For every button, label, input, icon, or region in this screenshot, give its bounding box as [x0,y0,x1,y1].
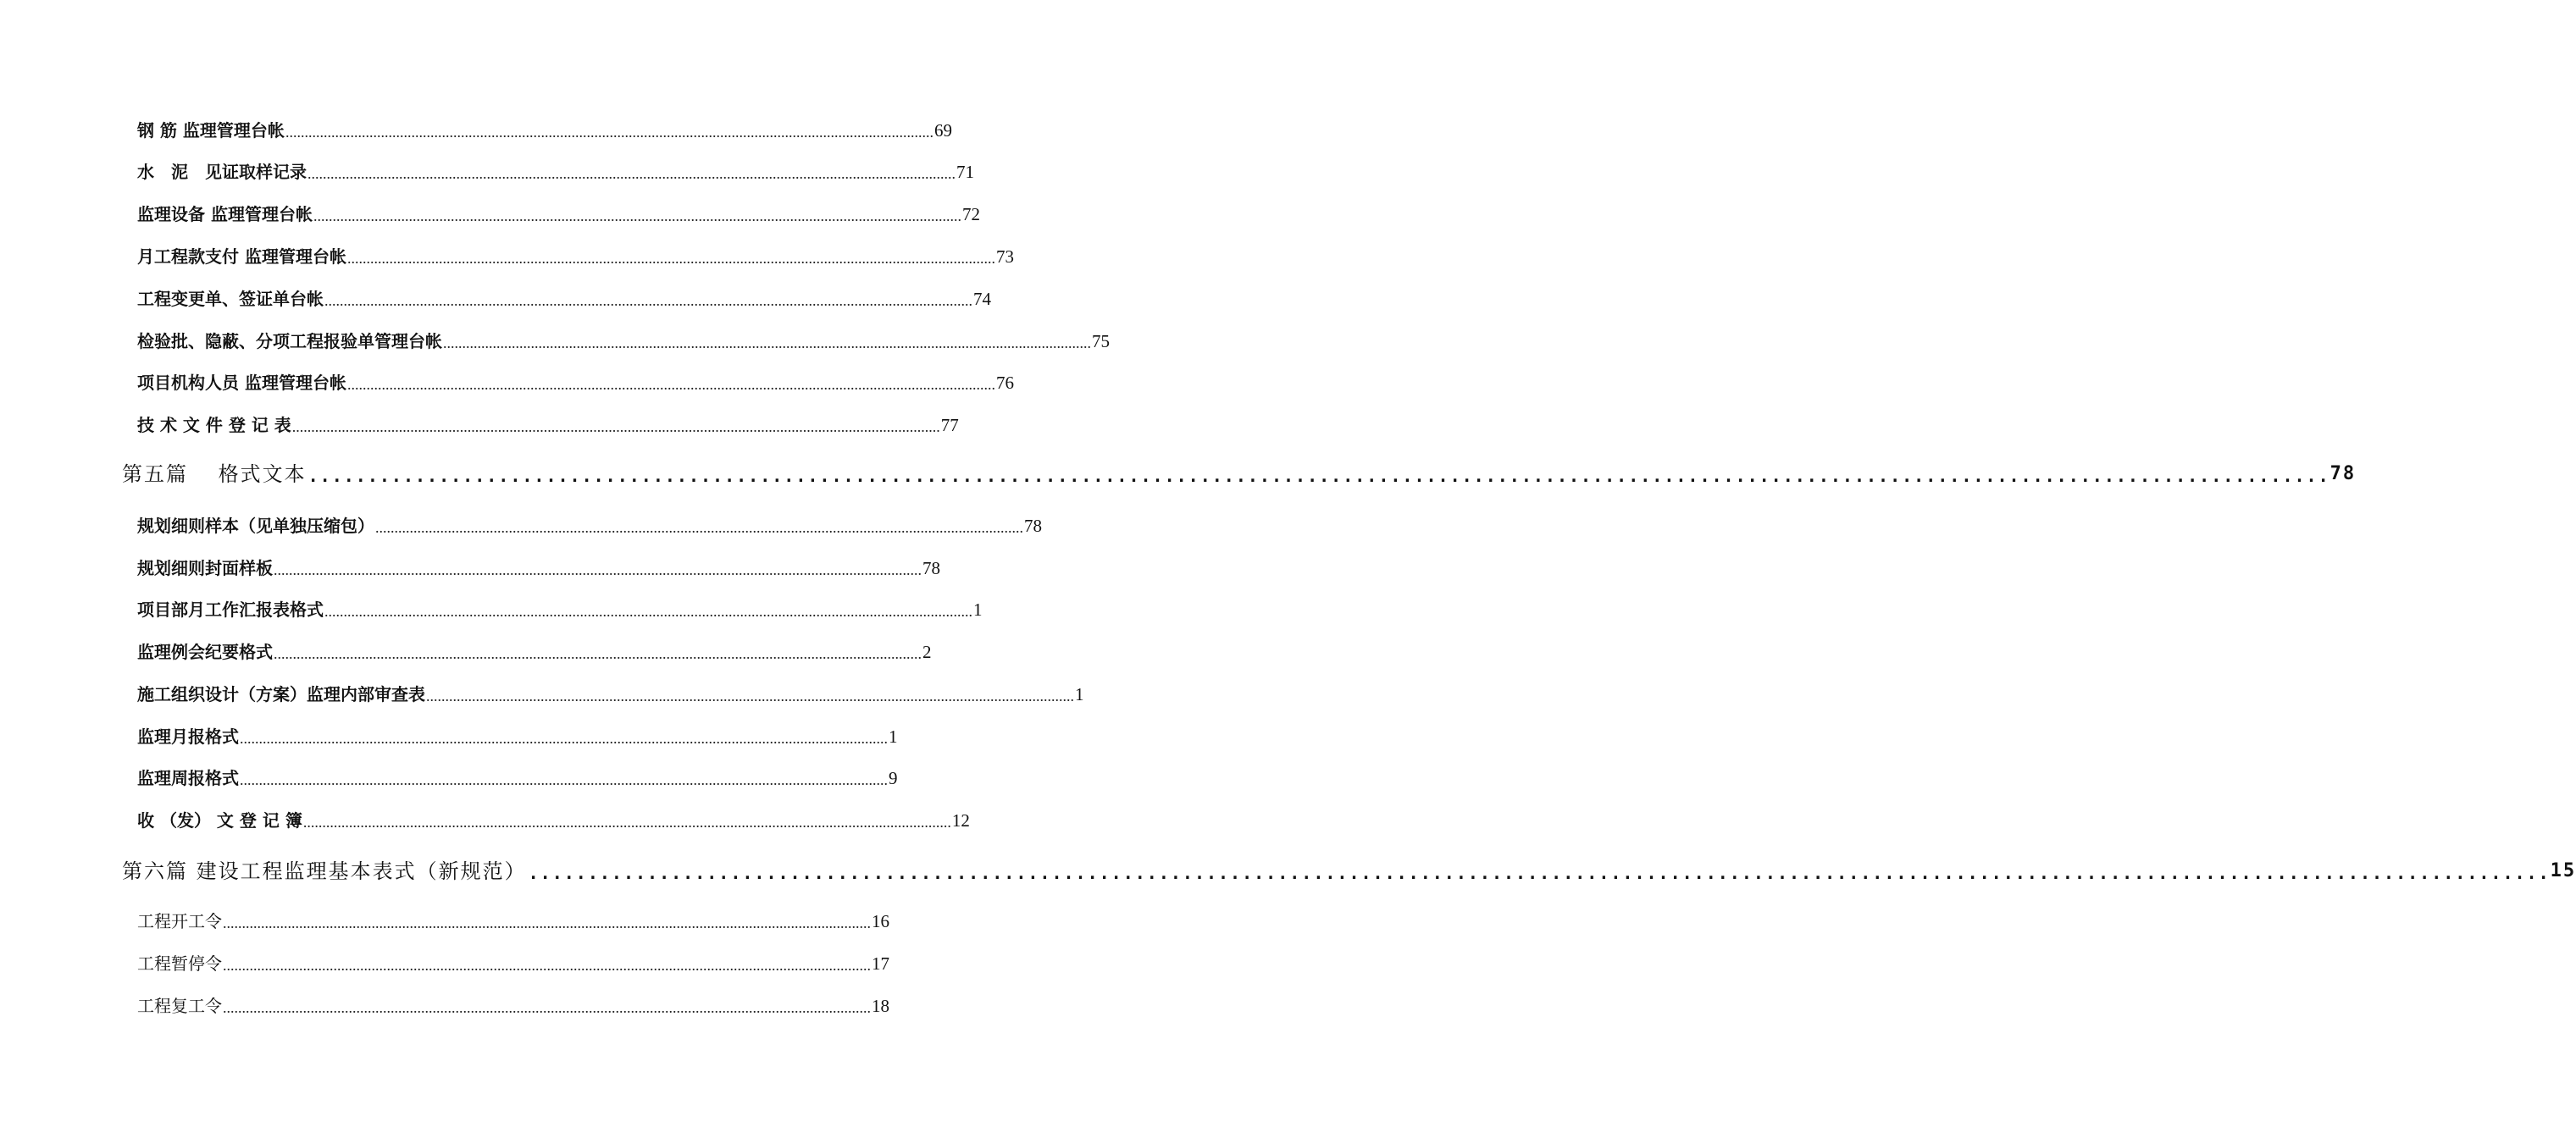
toc-section-part-five[interactable] [122,456,2357,487]
toc-leader-dots: .......................................................................................................................................................................... [426,688,1074,704]
toc-entry-technical-docs-register[interactable] [137,409,959,436]
toc-entry-equipment-ledger[interactable] [137,198,980,225]
toc-page-number: 74 [973,289,991,309]
toc-leader-dots: .......................................................................................................................................................................... [223,999,871,1016]
toc-leader-dots: .......................................................................................................................................................................... [307,466,2330,486]
toc-page-number: 1 [973,599,983,620]
toc-leader-dots: .......................................................................................................................................................................... [307,165,956,182]
toc-page-number: 75 [1092,331,1110,351]
toc-entry-weekly-report[interactable] [137,762,898,789]
toc-entry-label: 收 （发） 文 登 记 簿 [137,810,302,831]
toc-entry-label: 施工组织设计（方案）监理内部审查表 [137,684,425,704]
toc-entry-label: 项目机构人员 监理管理台帐 [137,373,346,393]
toc-entry-document-register[interactable] [137,804,970,831]
toc-entry-label: 监理设备 监理管理台帐 [137,204,313,224]
toc-page-number: 78 [922,558,940,578]
toc-leader-dots: .......................................................................................................................................................................... [528,863,2551,883]
toc-page-number: 16 [872,911,889,931]
toc-entry-label: 规划细则样本（见单独压缩包） [137,516,374,536]
toc-entry-start-order[interactable] [137,905,889,932]
toc-entry-label: 钢 筋 监理管理台帐 [137,120,285,141]
toc-page-number: 2 [922,642,932,662]
toc-entry-label: 月工程款支付 监理管理台帐 [137,246,346,267]
toc-entry-resumption-order[interactable] [137,990,889,1017]
toc-page-number: 78 [1024,516,1042,536]
toc-page-number: 1 [889,726,898,747]
toc-leader-dots: .......................................................................................................................................................................... [240,730,888,747]
toc-entry-meeting-minutes[interactable] [137,636,932,663]
toc-leader-dots: .......................................................................................................................................................................... [313,207,961,224]
toc-page-number: 73 [995,246,1014,267]
toc-entry-monthly-report-form[interactable] [137,594,983,621]
toc-leader-dots: .......................................................................................................................................................................... [346,250,995,267]
toc-leader-dots: .......................................................................................................................................................................... [443,334,1091,351]
toc-leader-dots: .......................................................................................................................................................................... [285,124,933,141]
toc-section-part-six[interactable] [122,854,2576,884]
toc-entry-label: 项目部月工作汇报表格式 [137,599,324,620]
toc-page-number: 1 [1075,684,1084,704]
toc-entry-planning-cover[interactable] [137,552,940,579]
toc-page-number: 76 [995,373,1014,393]
toc-entry-label: 工程变更单、签证单台帐 [137,289,324,309]
toc-leader-dots: .......................................................................................................................................................................... [375,519,1023,536]
toc-page-number: 18 [872,996,889,1016]
toc-entry-label: 工程暂停令 [137,953,222,974]
toc-page-number: 17 [872,953,889,974]
toc-entry-cement-sampling[interactable] [137,156,974,183]
toc-page-number: 15 [2550,860,2576,881]
toc-entry-monthly-report[interactable] [137,721,898,748]
toc-entry-label: 监理例会纪要格式 [137,642,273,662]
toc-entry-label: 工程开工令 [137,911,222,931]
toc-entry-label: 规划细则封面样板 [137,558,273,578]
toc-leader-dots: .......................................................................................................................................................................... [274,645,922,662]
toc-page-number: 77 [940,415,959,435]
toc-entry-label: 工程复工令 [137,996,222,1016]
toc-section-label: 第六篇 建设工程监理基本表式（新规范） [122,859,527,883]
toc-entry-label: 技 术 文 件 登 记 表 [137,415,291,435]
toc-section-label: 第五篇 格式文本 [122,462,307,486]
toc-page-number: 12 [951,810,970,831]
toc-leader-dots: .......................................................................................................................................................................... [240,771,888,788]
toc-leader-dots: .......................................................................................................................................................................... [346,376,995,393]
toc-entry-label: 监理周报格式 [137,768,239,788]
toc-entry-rebar-ledger[interactable] [137,114,952,141]
toc-page-number: 71 [956,162,974,182]
toc-entry-personnel-ledger[interactable] [137,367,1014,394]
toc-entry-design-review-form[interactable] [137,678,1084,705]
toc-page-number: 69 [933,120,952,141]
toc-entry-suspension-order[interactable] [137,947,889,975]
toc-entry-inspection-ledger[interactable] [137,325,1110,352]
toc-entry-change-order-ledger[interactable] [137,283,991,310]
toc-page-number: 72 [961,204,980,224]
toc-leader-dots: .......................................................................................................................................................................... [223,957,871,974]
toc-entry-planning-sample[interactable] [137,510,1042,537]
toc-entry-label: 监理月报格式 [137,726,239,747]
toc-leader-dots: .......................................................................................................................................................................... [274,561,922,578]
toc-entry-monthly-payment-ledger[interactable] [137,240,1014,268]
toc-leader-dots: .......................................................................................................................................................................... [302,814,951,831]
toc-leader-dots: .......................................................................................................................................................................... [223,914,871,931]
toc-leader-dots: .......................................................................................................................................................................... [291,418,940,435]
toc-page-number: 9 [889,768,898,788]
toc-entry-label: 水 泥 见证取样记录 [137,162,307,182]
toc-page-number: 78 [2329,463,2357,484]
toc-leader-dots: .......................................................................................................................................................................... [324,603,972,620]
toc-leader-dots: .......................................................................................................................................................................... [324,292,972,309]
toc-entry-label: 检验批、隐蔽、分项工程报验单管理台帐 [137,331,442,351]
